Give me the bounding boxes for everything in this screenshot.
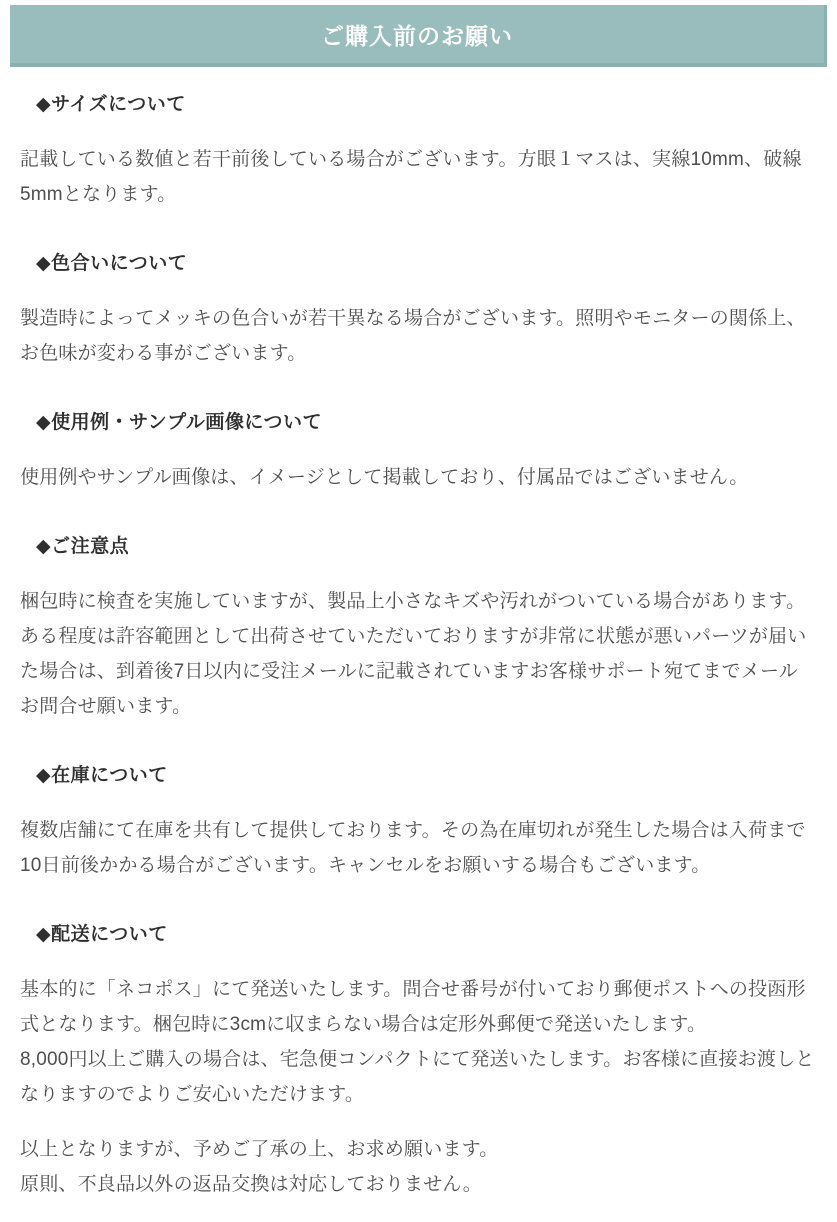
section-body bbox=[20, 301, 817, 371]
page-title: ご購入前のお願い bbox=[321, 22, 513, 49]
section-heading: ◆サイズについて bbox=[36, 94, 186, 115]
section-heading: ◆配送について bbox=[36, 924, 168, 945]
section-body bbox=[20, 813, 817, 883]
notice-section bbox=[20, 89, 817, 212]
section-heading: ◆在庫について bbox=[36, 765, 168, 786]
notice-section bbox=[20, 531, 817, 724]
section-body bbox=[20, 972, 817, 1112]
section-paragraph: 製造時によってメッキの色合いが若干異なる場合がございます。照明やモニターの関係上、お色味が変わる事がございます。 bbox=[20, 308, 806, 364]
closing-line-1: 以上となりますが、予めご了承の上、お求め願います。 bbox=[20, 1139, 499, 1160]
closing-line-2: 原則、不良品以外の返品交換は対応しておりません。 bbox=[20, 1174, 482, 1195]
notice-section bbox=[20, 407, 817, 495]
section-paragraph: 基本的に「ネコポス」にて発送いたします。問合せ番号が付いており郵便ポストへの投函形式となります。梱包時に3cmに収まらない場合は定形外郵便で発送いたします。 bbox=[20, 979, 806, 1035]
notice-section bbox=[20, 248, 817, 371]
notice-sections bbox=[10, 89, 827, 1112]
closing-note bbox=[20, 1132, 817, 1212]
section-paragraph: 複数店舗にて在庫を共有して提供しております。その為在庫切れが発生した場合は入荷まで10日前後かかる場合がございます。キャンセルをお願いする場合もございます。 bbox=[20, 820, 806, 876]
notice-section bbox=[20, 919, 817, 1112]
section-paragraph: 使用例やサンプル画像は、イメージとして掲載しており、付属品ではございません。 bbox=[20, 467, 749, 488]
section-heading: ◆使用例・サンプル画像について bbox=[36, 412, 323, 433]
page-title-banner bbox=[10, 5, 827, 67]
section-heading: ◆色合いについて bbox=[36, 253, 188, 274]
section-paragraph: 記載している数値と若干前後している場合がございます。方眼１マスは、実線10mm、破線5mmとなります。 bbox=[20, 149, 802, 205]
section-paragraph: 梱包時に検査を実施していますが、製品上小さなキズや汚れがついている場合があります。ある程度は許容範囲として出荷させていただいておりますが非常に状態が悪いパーツが届いた場合は、到着後7日以内に受注メールに記載されていますお客様サポート宛てまでメールお問合せ願います。 bbox=[20, 591, 807, 717]
section-body bbox=[20, 142, 817, 212]
section-body bbox=[20, 584, 817, 724]
section-body bbox=[20, 460, 817, 495]
notice-section bbox=[20, 760, 817, 883]
section-paragraph: 8,000円以上ご購入の場合は、宅急便コンパクトにて発送いたします。お客様に直接お渡しとなりますのでよりご安心いただけます。 bbox=[20, 1049, 815, 1105]
section-heading: ◆ご注意点 bbox=[36, 536, 130, 557]
